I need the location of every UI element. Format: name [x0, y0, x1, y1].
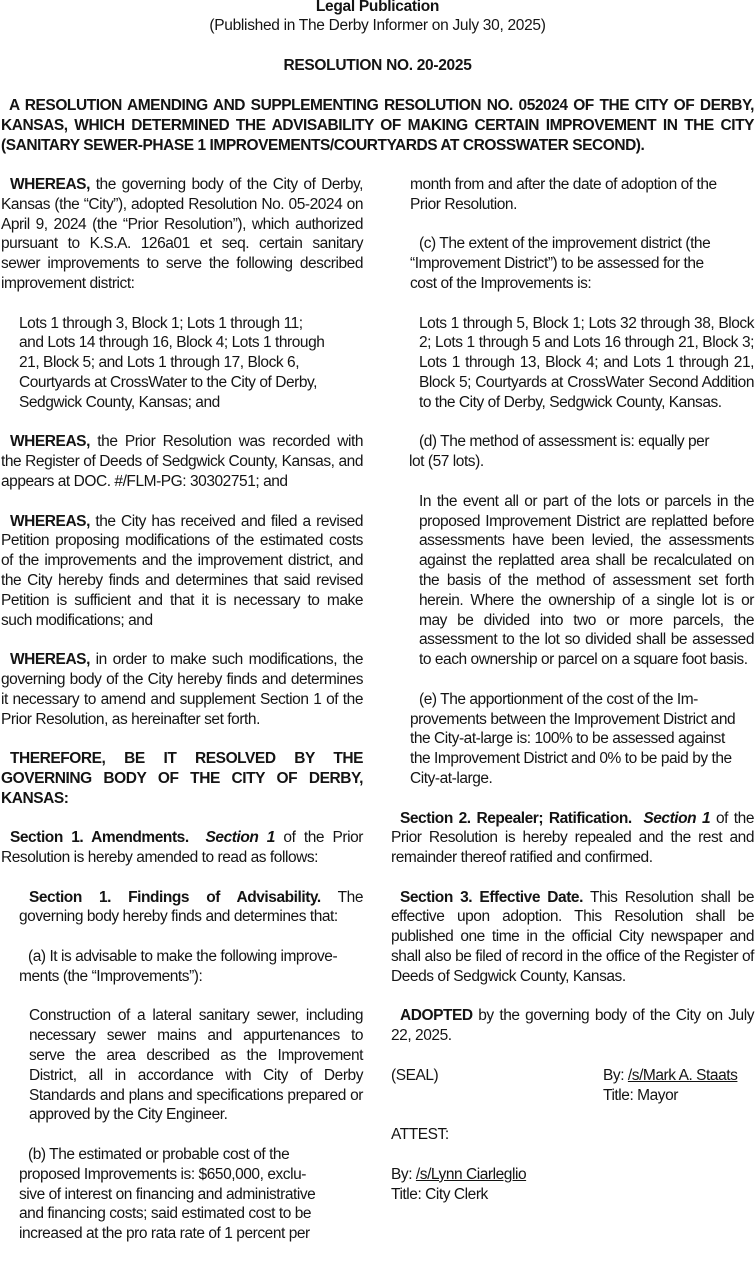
- district-line: Sedgwick County, Kansas; and: [19, 393, 220, 411]
- whereas-paragraph-2: [1, 432, 363, 491]
- publication-date-line: (Published in The Derby Informer on July 30, 2025): [209, 17, 546, 34]
- district-line: 21, Block 5; and Lots 1 through 17, Block 6,: [19, 354, 300, 372]
- item-e: [410, 690, 754, 789]
- clerk-title: Title: City Clerk: [391, 1185, 488, 1203]
- whereas-lead: WHEREAS,: [10, 651, 90, 669]
- whereas-lead: WHEREAS,: [10, 512, 90, 530]
- whereas-paragraph-3: [1, 512, 363, 631]
- item-e-line: the City-at-large is: 100% to be assessed against: [410, 730, 725, 748]
- district-line: Lots 1 through 3, Block 1; Lots 1 through 11;: [19, 314, 303, 332]
- prior-improvement-district: [19, 314, 363, 413]
- findings-of-advisability: [19, 888, 363, 928]
- item-e-line: City-at-large.: [410, 769, 493, 787]
- seal-label: (SEAL): [391, 1066, 439, 1084]
- item-c-line: cost of the Improvements is:: [410, 274, 592, 292]
- mayor-signature-block: [391, 1066, 754, 1106]
- mayor-signature: /s/Mark A. Staats: [627, 1066, 738, 1084]
- district-line: Courtyards at CrossWater to the City of Derby,: [19, 373, 318, 391]
- section-heading: Section 2. Repealer; Ratification.: [400, 809, 632, 827]
- item-a-line: (a) It is advisable to make the following improve-: [28, 948, 338, 966]
- left-column: [1, 175, 363, 1264]
- item-b: [19, 1145, 363, 1244]
- adopted-statement: [391, 1006, 754, 1046]
- whereas-text: in order to make such modifications, the governing body of the City hereby finds and determines it necessary to amend and supplement Section 1 of the Prior Resolution, as hereinafter set forth.: [1, 651, 363, 728]
- item-b-line: and financing costs; said estimated cost to be: [19, 1205, 312, 1223]
- right-column: [391, 175, 754, 1204]
- item-d: [391, 432, 754, 472]
- section-text: of the Prior Resolution is hereby repealed and the rest and remainder thereof ratified and confirmed.: [391, 809, 755, 867]
- therefore-clause: THEREFORE, BE IT RESOLVED BY THE GOVERNING BODY OF THE CITY OF DERBY, KANSAS:: [1, 750, 363, 807]
- item-b-continued: [410, 175, 754, 215]
- item-c: [410, 234, 754, 293]
- whereas-lead: WHEREAS,: [10, 176, 90, 193]
- item-b-line: proposed Improvements is: $650,000, exclu-: [19, 1165, 306, 1183]
- item-e-line: the Improvement District and 0% to be paid by the: [410, 750, 732, 768]
- item-b-line: (b) The estimated or probable cost of the: [28, 1146, 290, 1164]
- item-b-line: increased at the pro rata rate of 1 percent per: [19, 1225, 310, 1243]
- item-d-line: (d) The method of assessment is: equally per: [419, 433, 710, 451]
- item-b-line: month from and after the date of adoption of the: [410, 176, 717, 193]
- item-c-line: (c) The extent of the improvement district (the: [419, 235, 711, 253]
- item-c-line: “Improvement District”) to be assessed for the: [410, 255, 704, 273]
- whereas-lead: WHEREAS,: [10, 433, 90, 451]
- item-a: [19, 947, 363, 987]
- section-heading: Section 1. Amendments.: [10, 829, 189, 847]
- item-a-line: ments (the “Improvements”):: [19, 967, 203, 985]
- section-heading: Section 3. Effective Date.: [400, 888, 583, 906]
- adopted-lead: ADOPTED: [400, 1007, 473, 1025]
- clerk-by-line: [391, 1165, 754, 1185]
- clerk-signature: /s/Lynn Ciarleglio: [415, 1165, 527, 1183]
- section-text: This Resolution shall be effective upon adoption. This Resolution shall be published one time in the official City newspaper and shall also be filed of record in the office of the Register of Deeds of Sedgwick County, Kansas.: [391, 888, 754, 985]
- by-label: By:: [391, 1165, 416, 1183]
- section-1-amendments: [1, 828, 363, 868]
- whereas-paragraph-1: [1, 175, 363, 294]
- publication-heading: Legal Publication: [315, 0, 440, 15]
- section-text: The governing body hereby finds and determines that:: [19, 888, 364, 926]
- section-2-repealer: [391, 809, 754, 868]
- section-reference: Section 1: [205, 829, 275, 847]
- mayor-signature-lines: [603, 1066, 737, 1106]
- whereas-text: the governing body of the City of Derby, Kansas (the “City”), adopted Resolution No. 05-2024 on April 9, 2024 (the “Prior Resolution”), which authorized pursuant to K.S.A. 126a01 et seq. certain sanitary sewer improvements to serve the following described improvement district:: [1, 176, 363, 292]
- by-label: By:: [603, 1066, 628, 1084]
- item-e-line: (e) The apportionment of the cost of the Im-: [419, 690, 698, 708]
- attest-label: ATTEST:: [391, 1126, 449, 1144]
- resolution-number: RESOLUTION NO. 20-2025: [283, 57, 472, 74]
- whereas-text: the Prior Resolution was recorded with the Register of Deeds of Sedgwick County, Kansas, and appears at DOC. #/FLM-PG: 30302751; and: [1, 433, 363, 490]
- clerk-signature-block: [391, 1165, 754, 1205]
- item-e-line: provements between the Improvement District and: [410, 710, 736, 728]
- district-line: and Lots 14 through 16, Block 4; Lots 1 through: [19, 334, 325, 352]
- section-reference: Section 1: [643, 809, 711, 827]
- section-text: of the Prior Resolution is hereby amended to read as follows:: [1, 829, 363, 867]
- adopted-text: by the governing body of the City on July 22, 2025.: [391, 1007, 754, 1045]
- item-a-detail: Construction of a lateral sanitary sewer, including necessary sewer mains and appurtenances to serve the area described as the Improvement District, all in accordance with City of Derby Standards and plans and specifications prepared or approved by the City Engineer.: [29, 1007, 363, 1124]
- whereas-paragraph-4: [1, 650, 363, 729]
- item-b-line: Prior Resolution.: [410, 195, 517, 213]
- item-d-detail: In the event all or part of the lots or parcels in the proposed Improvement District are replatted before assessments have been levied, the assessments against the replatted area shall be recalculated on the basis of the method of assessment set forth herein. Where the ownership of a single lot is or may be divided into two or more parcels, the assessment to the lot so divided shall be assessed to each ownership or parcel on a square foot basis.: [419, 492, 754, 669]
- section-heading: Section 1. Findings of Advisability.: [29, 888, 321, 906]
- mayor-by-line: [603, 1066, 737, 1086]
- resolution-title: A RESOLUTION AMENDING AND SUPPLEMENTING RESOLUTION NO. 052024 OF THE CITY OF DERBY, KANSAS, WHICH DETERMINED THE ADVISABILITY OF MAKING CERTAIN IMPROVEMENT IN THE CITY (SANITARY SEWER-PHASE 1 IMPROVEMENTS/COURTYARDS AT CROSSWATER SECOND).: [1, 97, 754, 154]
- item-d-line: lot (57 lots).: [409, 453, 484, 471]
- item-b-line: sive of interest on financing and administrative: [19, 1185, 316, 1203]
- item-c-detail: Lots 1 through 5, Block 1; Lots 32 through 38, Block 2; Lots 1 through 5 and Lots 16 through 21, Block 3; Lots 1 through 13, Block 4; and Lots 1 through 21, Block 5; Courtyards at CrossWater Second Addition to the City of Derby, Sedgwick County, Kansas.: [419, 314, 754, 411]
- whereas-text: the City has received and filed a revised Petition proposing modifications of the estimated costs of the improvements and the improvement district, and the City hereby finds and determines that said revised Petition is sufficient and that it is necessary to make such modifications; and: [1, 512, 363, 629]
- mayor-title: Title: Mayor: [603, 1086, 678, 1104]
- section-3-effective-date: [391, 888, 754, 987]
